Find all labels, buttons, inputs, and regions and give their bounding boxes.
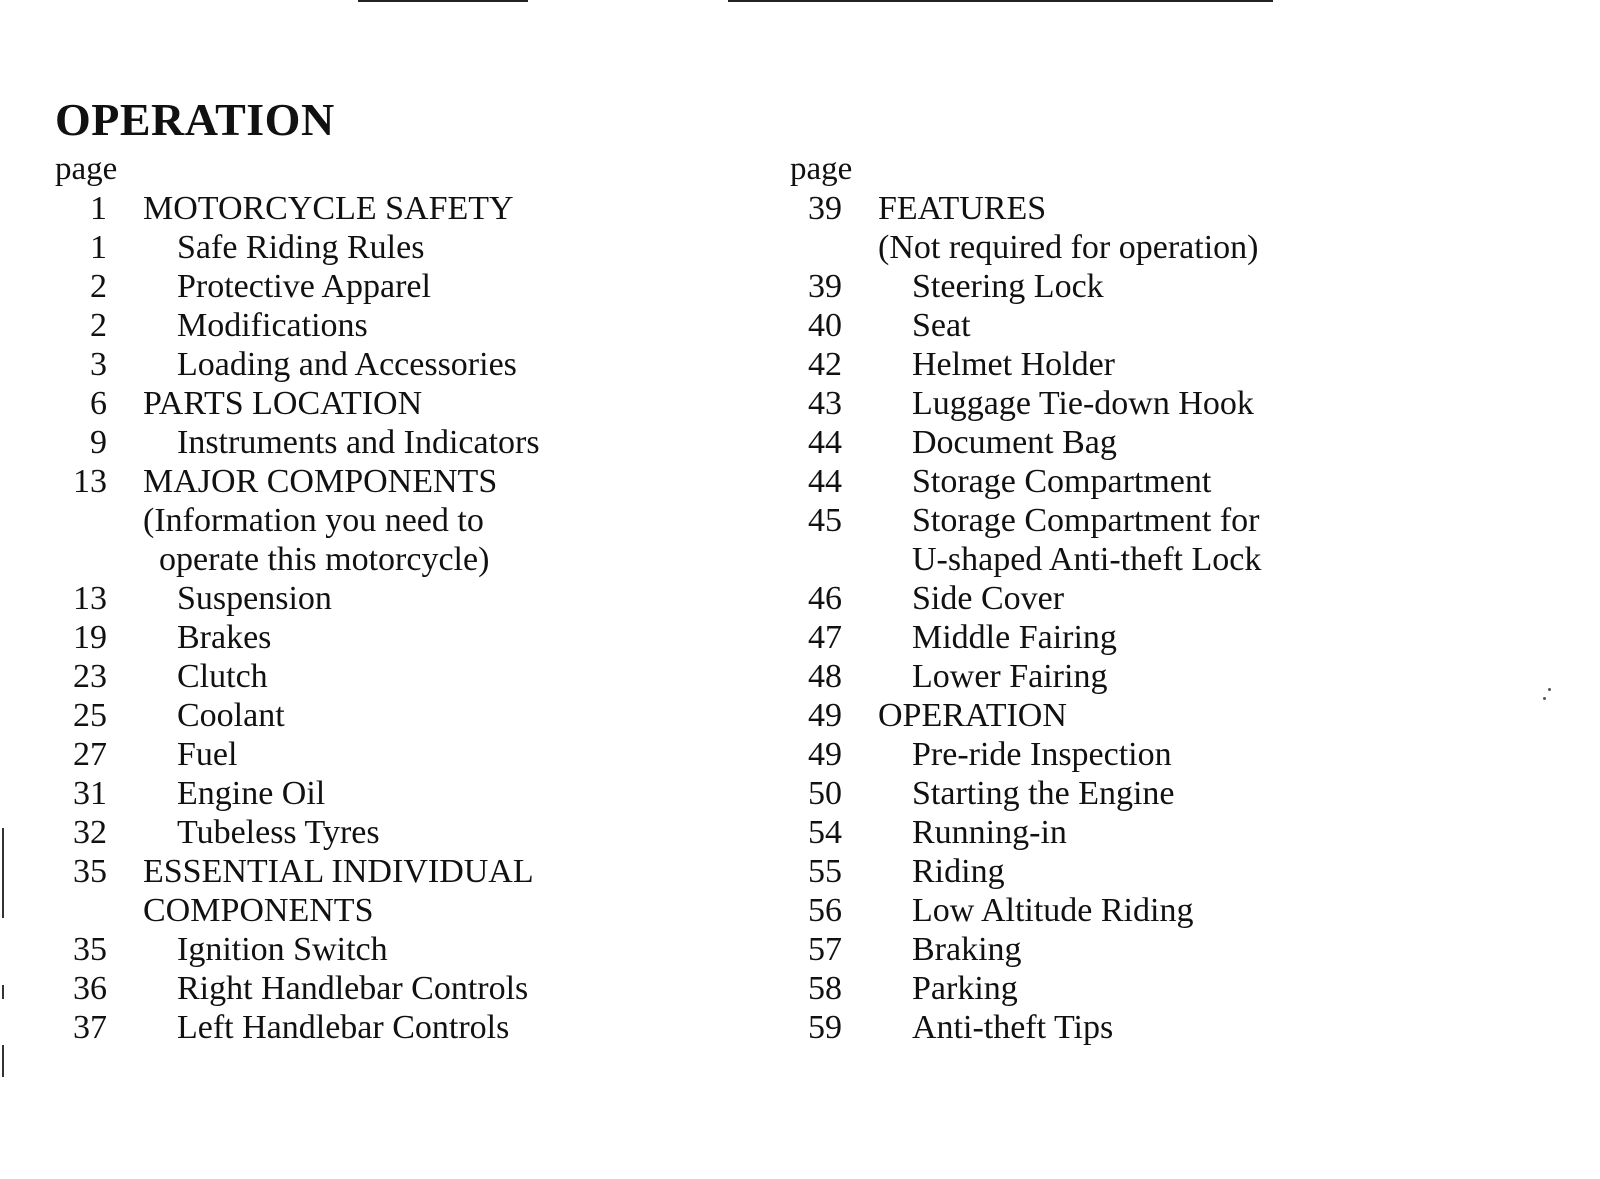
toc-page-number: 40: [808, 307, 842, 344]
toc-entry-title: Starting the Engine: [912, 775, 1175, 812]
toc-entry: [790, 423, 1490, 462]
toc-entry: [790, 657, 1490, 696]
toc-page-number: 39: [808, 268, 842, 305]
toc-entry: [55, 735, 755, 774]
toc-page-number: 9: [90, 424, 107, 461]
toc-entry: [55, 852, 755, 891]
toc-entry: [790, 1008, 1490, 1047]
toc-entry: [55, 1008, 755, 1047]
toc-entry: [55, 930, 755, 969]
toc-entry: [790, 540, 1490, 579]
toc-page-number: 54: [808, 814, 842, 851]
page-title: OPERATION: [55, 94, 335, 145]
toc-entry-title: MOTORCYCLE SAFETY: [143, 190, 514, 227]
toc-page-number: 42: [808, 346, 842, 383]
toc-entry-title: Modifications: [177, 307, 368, 344]
toc-entry: [55, 228, 755, 267]
toc-entry: [790, 813, 1490, 852]
toc-entry: [55, 345, 755, 384]
scan-edge-mark: [2, 828, 4, 918]
toc-entry: [790, 891, 1490, 930]
toc-entry: [55, 969, 755, 1008]
toc-entry-title: Clutch: [177, 658, 268, 695]
toc-entry: [790, 969, 1490, 1008]
toc-page-number: 49: [808, 736, 842, 773]
toc-entry-title: Pre-ride Inspection: [912, 736, 1172, 773]
toc-entry-title: COMPONENTS: [143, 892, 374, 929]
toc-entry-title: OPERATION: [878, 697, 1067, 734]
toc-page-number: 56: [808, 892, 842, 929]
toc-entry-title: Storage Compartment: [912, 463, 1212, 500]
toc-page-number: 2: [90, 268, 107, 305]
toc-entry: [55, 579, 755, 618]
toc-page-number: 44: [808, 463, 842, 500]
toc-entry-title: Ignition Switch: [177, 931, 388, 968]
toc-page-number: 1: [90, 229, 107, 266]
toc-page-number: 13: [73, 580, 107, 617]
toc-entry: [790, 228, 1490, 267]
toc-entry: [790, 930, 1490, 969]
toc-entry-title: Steering Lock: [912, 268, 1104, 305]
toc-entry-title: Left Handlebar Controls: [177, 1009, 510, 1046]
toc-entry: [790, 735, 1490, 774]
toc-entry: [55, 462, 755, 501]
toc-entry: [55, 696, 755, 735]
toc-page-number: 59: [808, 1009, 842, 1046]
toc-entry-title: Riding: [912, 853, 1005, 890]
toc-entry: [790, 618, 1490, 657]
toc-entry: [55, 813, 755, 852]
toc-page-number: 31: [73, 775, 107, 812]
toc-entry: [55, 267, 755, 306]
top-rule-left: [358, 0, 528, 2]
toc-entry: [55, 384, 755, 423]
toc-entry-title: Safe Riding Rules: [177, 229, 425, 266]
toc-right-column: [790, 150, 1490, 1047]
toc-entry: [790, 345, 1490, 384]
toc-entries-right: [790, 189, 1490, 1047]
toc-entry-title: FEATURES: [878, 190, 1047, 227]
toc-entry-title: Anti-theft Tips: [912, 1009, 1114, 1046]
toc-entry-title: (Not required for operation): [878, 229, 1259, 266]
toc-page-number: 55: [808, 853, 842, 890]
toc-entry: [790, 852, 1490, 891]
toc-page-number: 43: [808, 385, 842, 422]
toc-entry-title: Loading and Accessories: [177, 346, 517, 383]
toc-page-number: 44: [808, 424, 842, 461]
toc-entry-title: Engine Oil: [177, 775, 326, 812]
toc-page-number: 45: [808, 502, 842, 539]
scan-speck: [1548, 688, 1551, 691]
toc-entry: [55, 306, 755, 345]
toc-entry-title: PARTS LOCATION: [143, 385, 423, 422]
toc-page-number: 27: [73, 736, 107, 773]
toc-entry: [55, 891, 755, 930]
toc-entry: [55, 423, 755, 462]
toc-page-number: 1: [90, 190, 107, 227]
toc-entry-title: Document Bag: [912, 424, 1117, 461]
toc-page-number: 25: [73, 697, 107, 734]
toc-entry-title: Protective Apparel: [177, 268, 431, 305]
toc-page-number: 19: [73, 619, 107, 656]
toc-entry-title: Parking: [912, 970, 1018, 1007]
toc-entry-title: Brakes: [177, 619, 272, 656]
toc-entry: [790, 306, 1490, 345]
toc-page-number: 47: [808, 619, 842, 656]
toc-entry: [55, 774, 755, 813]
toc-entry-title: U-shaped Anti-theft Lock: [912, 541, 1262, 578]
scan-edge-mark: [2, 985, 4, 999]
toc-entry-title: Lower Fairing: [912, 658, 1108, 695]
toc-page-number: 39: [808, 190, 842, 227]
toc-entry-title: Seat: [912, 307, 971, 344]
toc-entry-title: MAJOR COMPONENTS: [143, 463, 498, 500]
toc-entry-title: ESSENTIAL INDIVIDUAL: [143, 853, 534, 890]
toc-entry-title: Storage Compartment for: [912, 502, 1260, 539]
toc-entry: [790, 579, 1490, 618]
toc-entry-title: Suspension: [177, 580, 332, 617]
toc-entry: [55, 618, 755, 657]
page-column-label: page: [55, 151, 118, 187]
toc-entries-left: [55, 189, 755, 1047]
toc-page-number: 37: [73, 1009, 107, 1046]
toc-entry-title: Right Handlebar Controls: [177, 970, 529, 1007]
toc-entry-title: operate this motorcycle): [159, 541, 490, 578]
toc-entry-title: Side Cover: [912, 580, 1065, 617]
scan-speck: [1543, 697, 1546, 700]
toc-page-number: 36: [73, 970, 107, 1007]
toc-entry-title: Braking: [912, 931, 1022, 968]
toc-left-column: [55, 150, 755, 1047]
toc-entry: [55, 189, 755, 228]
toc-entry-title: Tubeless Tyres: [177, 814, 380, 851]
toc-page-number: 23: [73, 658, 107, 695]
toc-page-number: 46: [808, 580, 842, 617]
toc-page-number: 58: [808, 970, 842, 1007]
toc-entry: [790, 462, 1490, 501]
toc-entry: [790, 384, 1490, 423]
page-column-label: page: [790, 151, 853, 187]
toc-page-number: 35: [73, 931, 107, 968]
toc-page-number: 57: [808, 931, 842, 968]
toc-page-number: 32: [73, 814, 107, 851]
toc-entry-title: Instruments and Indicators: [177, 424, 540, 461]
toc-page-number: 49: [808, 697, 842, 734]
toc-page-number: 35: [73, 853, 107, 890]
toc-page-number: 6: [90, 385, 107, 422]
toc-entry: [790, 696, 1490, 735]
toc-entry-title: Coolant: [177, 697, 285, 734]
toc-page-number: 2: [90, 307, 107, 344]
toc-entry: [790, 267, 1490, 306]
toc-entry-title: Luggage Tie-down Hook: [912, 385, 1254, 422]
toc-page-number: 50: [808, 775, 842, 812]
toc-page-number: 3: [90, 346, 107, 383]
toc-entry-title: Helmet Holder: [912, 346, 1115, 383]
toc-entry: [790, 189, 1490, 228]
toc-entry: [55, 501, 755, 540]
toc-entry-title: Low Altitude Riding: [912, 892, 1194, 929]
toc-page-number: 48: [808, 658, 842, 695]
toc-entry-title: Middle Fairing: [912, 619, 1117, 656]
toc-entry: [790, 774, 1490, 813]
toc-entry-title: Fuel: [177, 736, 238, 773]
toc-entry: [55, 657, 755, 696]
toc-entry-title: (Information you need to: [143, 502, 484, 539]
scan-edge-mark: [2, 1045, 4, 1077]
toc-entry: [790, 501, 1490, 540]
toc-page-number: 13: [73, 463, 107, 500]
toc-entry: [55, 540, 755, 579]
top-rule-right: [728, 0, 1273, 2]
toc-entry-title: Running-in: [912, 814, 1067, 851]
